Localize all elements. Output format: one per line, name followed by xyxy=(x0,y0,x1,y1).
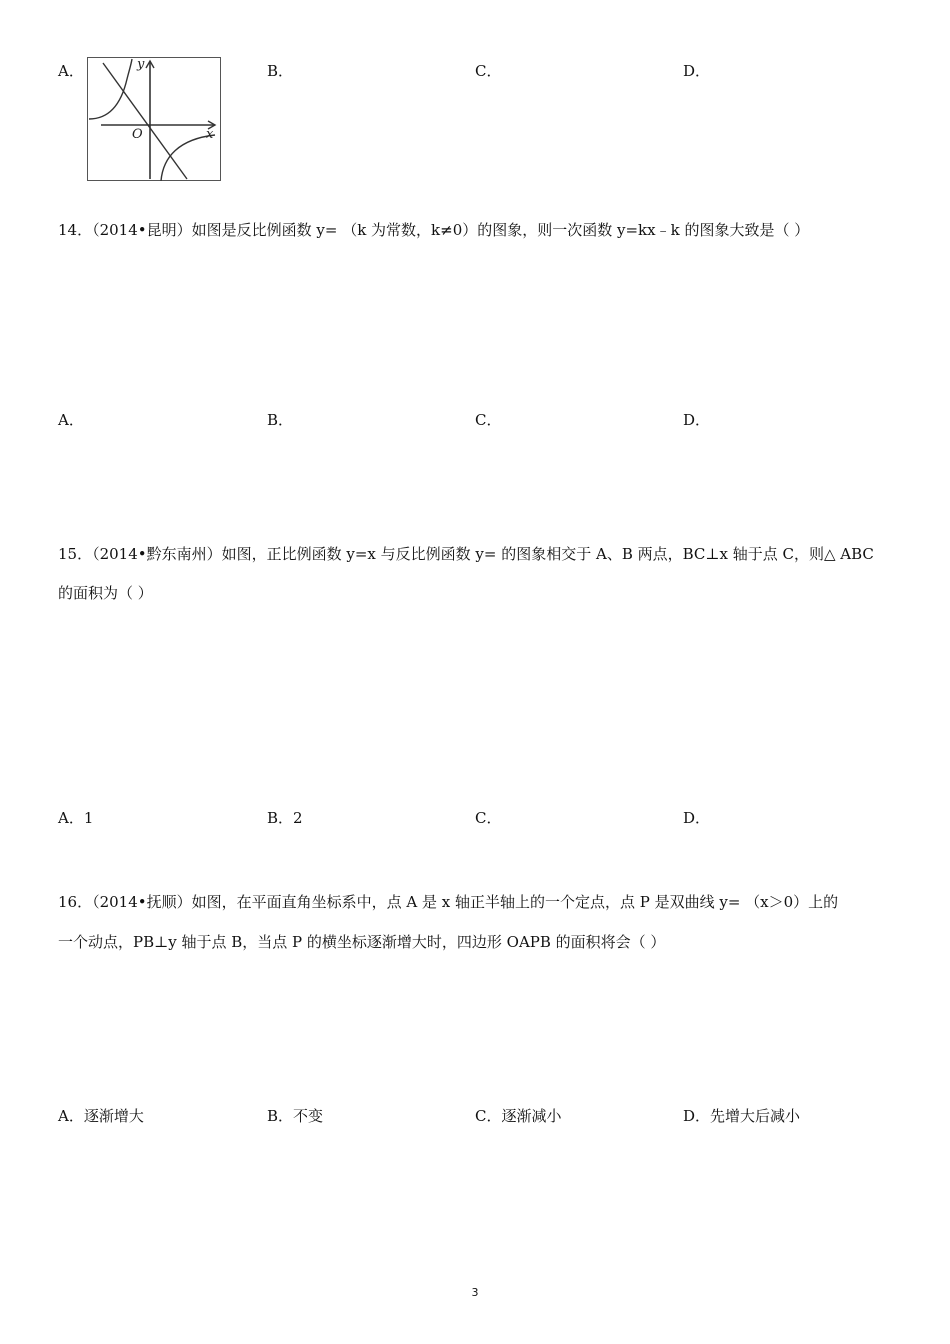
q13-graph-svg xyxy=(87,57,221,181)
q14-option-d: D． xyxy=(683,411,711,429)
q15-option-b: B．2 xyxy=(267,809,303,827)
q15-option-c: C． xyxy=(475,809,502,827)
q16-option-a: A．逐渐增大 xyxy=(58,1107,144,1125)
origin-label: O xyxy=(132,127,143,142)
q16-option-b: B．不变 xyxy=(267,1107,324,1125)
q14-question-text: 14．（2014•昆明）如图是反比例函数 y= （k 为常数，k≠0）的图象，则一次函数 y=kx﹣k 的图象大致是（ ） xyxy=(58,221,810,239)
q16-option-c: C．逐渐减小 xyxy=(475,1107,562,1125)
q16-question-line2: 一个动点，PB⊥y 轴于点 B，当点 P 的横坐标逐渐增大时，四边形 OAPB 的面积将会（ ） xyxy=(58,933,666,951)
q15-question-line2: 的面积为（ ） xyxy=(58,584,153,602)
q16-option-d: D．先增大后减小 xyxy=(683,1107,801,1125)
page-number: 3 xyxy=(471,1286,479,1299)
q15-option-a: A．1 xyxy=(58,809,94,827)
q13-option-c: C． xyxy=(475,62,502,80)
y-axis-label: y xyxy=(137,57,145,72)
q13-option-d: D． xyxy=(683,62,711,80)
q15-question-line1: 15．（2014•黔东南州）如图，正比例函数 y=x 与反比例函数 y= 的图象相交于 A、B 两点，BC⊥x 轴于点 C，则△ ABC xyxy=(58,545,874,563)
q13-option-b: B． xyxy=(267,62,294,80)
q14-option-c: C． xyxy=(475,411,502,429)
q14-option-a: A． xyxy=(58,411,84,429)
q16-question-line1: 16．（2014•抚顺）如图，在平面直角坐标系中，点 A 是 x 轴正半轴上的一个定点，点 P 是双曲线 y= （x＞0）上的 xyxy=(58,893,839,911)
x-axis-label: x xyxy=(206,127,214,142)
q14-option-b: B． xyxy=(267,411,294,429)
q13-option-a: A． xyxy=(58,62,84,80)
q13-option-a-graph xyxy=(87,57,221,181)
graph-frame xyxy=(88,58,221,181)
q15-option-d: D． xyxy=(683,809,711,827)
